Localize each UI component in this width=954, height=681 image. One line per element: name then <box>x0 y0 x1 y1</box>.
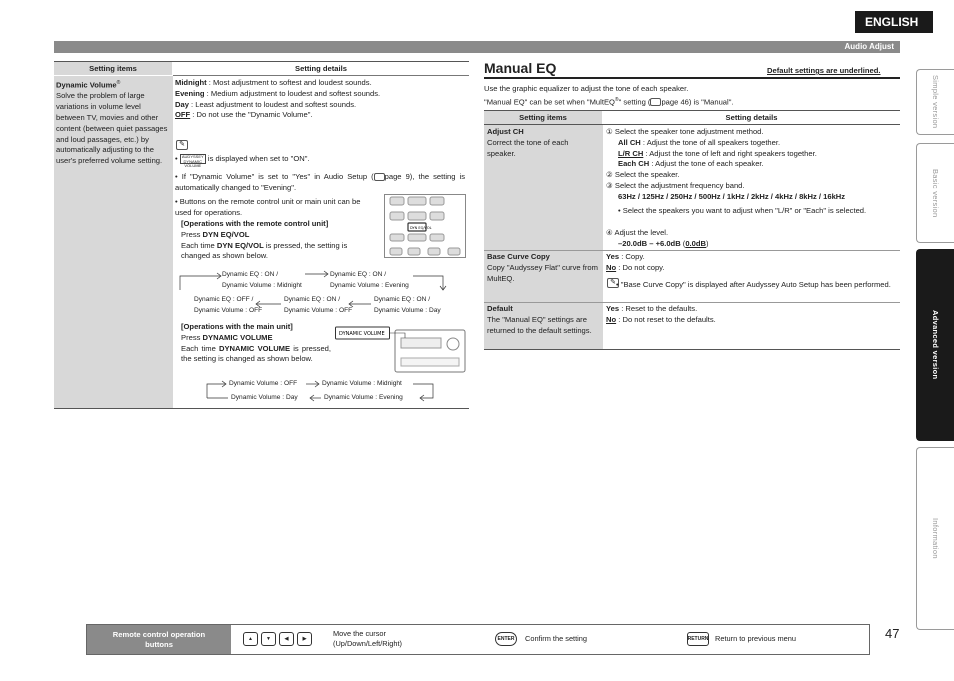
flow1-off-vol: Dynamic Volume : OFF <box>194 307 263 314</box>
section-bar <box>54 41 900 53</box>
main-key-label: DYNAMIC VOLUME <box>202 332 273 342</box>
flow1-day-vol: Dynamic Volume : Day <box>374 307 441 314</box>
setting-details-cell: Midnight : Most adjustment to softest and loudest sounds. Evening : Medium adjustment to loudest and softest sounds. Day : Least adjustment to loudest and softest sounds. OFF : Do not use the "Dynamic Volume". ✎ • AUDYSSEY DYNAMIC VOLUME is displayed when set to "ON". • If "Dynamic Volume" is set to "Yes" in Audio Setup ( page 9), the setting is automatically changed to "Evening". • Buttons on the remote control unit or main unit can be used for operations. [Operations with the remote control unit] Press DYN EQ/VOL Each time DYN EQ/VOL is pressed, the setting is changed as shown below. DYN EQ/VOL Dynamic EQ : ON / Dynamic Volume : Midnight Dynamic EQ : ON / Dynamic Volume : Evening Dynamic EQ : OFF / Dynamic Volume : OFF Dynamic EQ : ON / Dynamic Volume : OFF Dynamic EQ : ON / Dynamic Volume : Day [Operations with the main unit] Press DYNAMIC VOLUME Each time DYNAMIC VOLUME is pressed, the setting is changed as shown below. DYNAMIC VOLUME Dynamic Volume : OFF Dynamic Volume : Midnight Dynamic Volume : Day Dynamic Volume : Evening <box>173 76 469 408</box>
tab-advanced-version[interactable]: Advanced version <box>916 249 954 441</box>
svg-text:DYN EQ/VOL: DYN EQ/VOL <box>410 226 432 230</box>
tab-simple-version[interactable]: Simple version <box>916 69 954 135</box>
main-unit-illustration <box>335 324 467 374</box>
audyssey-logo: AUDYSSEY DYNAMIC VOLUME <box>180 154 206 164</box>
cursor-right-icon: ▶ <box>297 632 312 646</box>
option-midnight-desc: : Most adjustment to softest and loudest sounds. <box>206 78 372 87</box>
base-curve-note: • "Base Curve Copy" is displayed after Audyssey Auto Setup has been performed. <box>616 280 891 289</box>
return-desc: Return to previous menu <box>715 634 796 643</box>
option-evening: Evening <box>175 88 205 98</box>
manual-eq-table <box>484 110 900 350</box>
item-description: Solve the problem of large variations in volume level between TV, movies and other content (between quiet passages and loud passages, etc.) by automatically adjusting to the user's preferred volume setting. <box>56 91 168 166</box>
remote-key-label: DYN EQ/VOL <box>202 229 250 239</box>
note-on-display: is displayed when set to "ON". <box>205 154 310 163</box>
default-cell <box>484 303 603 349</box>
flow1-midnight-vol: Dynamic Volume : Midnight <box>222 282 302 289</box>
default-yes: Yes <box>606 304 620 313</box>
default-details <box>606 304 898 326</box>
registered-mark: ® <box>116 80 121 86</box>
level-range: –20.0dB – +6.0dB <box>618 238 681 248</box>
remote-each-b: is pressed, the setting is changed as shown below. <box>181 240 348 261</box>
base-curve-note-text: "Base Curve Copy" is displayed after Audyssey Auto Setup has been performed. <box>620 280 891 289</box>
base-no: No <box>606 262 617 272</box>
option-off: OFF <box>175 110 191 120</box>
page-ref-icon <box>650 98 661 106</box>
enter-button-icon: ENTER <box>495 632 517 646</box>
item-title: Dynamic Volume <box>56 80 117 90</box>
note-auto-setup-page: page 9), the setting is automatically changed to "Evening". <box>175 172 465 192</box>
option-midnight: Midnight <box>175 78 207 87</box>
main-each-b: is pressed, the setting is changed as shown below. <box>181 343 332 364</box>
note-auto-setup: If "Dynamic Volume" is set to "Yes" in Audio Setup ( <box>181 172 374 181</box>
base-curve-title: Base Curve Copy <box>487 252 550 261</box>
default-title: Default <box>487 304 513 313</box>
move-cursor-text: Move the cursor (Up/Down/Left/Right) <box>333 629 403 648</box>
section-label: Audio Adjust <box>844 42 894 51</box>
remote-buttons-footer <box>86 624 870 655</box>
default-desc: The "Manual EQ" settings are returned to the default settings. <box>487 314 592 335</box>
flow1-arrows <box>173 264 469 322</box>
cursor-left-icon: ◀ <box>279 632 294 646</box>
main-unit-operations-heading: [Operations with the main unit] <box>181 322 293 331</box>
footer-heading: Remote control operation buttons <box>87 625 231 654</box>
cursor-down-icon: ▼ <box>261 632 276 646</box>
flow2-arrows <box>173 374 469 414</box>
option-lr-ch-desc: : Adjust the tone of left and right speakers together. <box>643 148 817 158</box>
flow2-midnight: Dynamic Volume : Midnight <box>322 380 402 387</box>
flow1-midnight-eq: Dynamic EQ : ON / <box>222 271 279 278</box>
title-rule <box>484 77 900 79</box>
col-header-items: Setting items <box>54 62 172 75</box>
option-all-ch: All CH <box>618 137 641 147</box>
adjust-ch-title: Adjust CH <box>487 127 524 136</box>
step4-text: Adjust the level. <box>614 228 669 237</box>
main-press-text: Press <box>181 332 203 342</box>
step3-note-text: Select the speakers you want to adjust when "L/R" or "Each" is selected. <box>622 206 867 215</box>
intro-line2a: "Manual EQ" can be set when "MultEQ <box>484 97 615 107</box>
remote-each-a: Each time <box>181 240 217 250</box>
col-header-details: Setting details <box>173 62 469 76</box>
flow2-off: Dynamic Volume : OFF <box>229 380 298 387</box>
default-yes-desc: : Reset to the defaults. <box>619 304 698 313</box>
intro-line1: Use the graphic equalizer to adjust the tone of each speaker. <box>484 84 689 93</box>
frequency-list: 63Hz / 125Hz / 250Hz / 500Hz / 1kHz / 2kHz / 4kHz / 8kHz / 16kHz <box>618 191 846 201</box>
col-header-items: Setting items <box>484 111 602 124</box>
manual-eq-title: Manual EQ <box>484 60 557 76</box>
base-curve-details <box>606 252 898 274</box>
tab-information[interactable]: Information <box>916 447 954 630</box>
dynamic-volume-table <box>54 61 469 409</box>
option-each-ch-desc: : Adjust the tone of each speaker. <box>649 159 764 169</box>
option-off-desc: : Do not use the "Dynamic Volume". <box>190 110 313 120</box>
page-number: 47 <box>885 626 900 641</box>
option-all-ch-desc: : Adjust the tone of all speakers together. <box>640 137 781 147</box>
flow1-eqon-vol: Dynamic Volume : OFF <box>284 307 353 314</box>
flow1-evening-vol: Dynamic Volume : Evening <box>330 282 409 289</box>
main-each-a: Each time <box>181 343 219 353</box>
adjust-ch-details: ① Select the speaker tone adjustment method. All CH : Adjust the tone of all speakers together. L/R CH : Adjust the tone of left and right speakers together. Each CH : Adjust the tone of each speaker. ② Select the speaker. ③ Select the adjustment frequency band. 63Hz / 125Hz / 250Hz / 500Hz / 1kHz / 2kHz / 4kHz / 8kHz / 16kHz <box>606 127 846 201</box>
base-yes-desc: : Copy. <box>619 252 645 261</box>
note-buttons: Buttons on the remote control unit or main unit can be used for operations. <box>175 197 361 217</box>
intro-line2b: " setting ( <box>618 97 651 107</box>
default-no-desc: : Do not reset to the defaults. <box>616 314 716 324</box>
adjust-ch-cell <box>484 125 603 250</box>
memo-icon: ✎ <box>607 278 619 288</box>
option-evening-desc: : Medium adjustment to loudest and softest sounds. <box>204 88 381 98</box>
tab-basic-version[interactable]: Basic version <box>916 143 954 243</box>
remote-operations-heading: [Operations with the remote control unit] <box>181 219 329 228</box>
remote-control-illustration <box>384 194 466 258</box>
manual-eq-intro: Use the graphic equalizer to adjust the tone of each speaker. "Manual EQ" can be set when "MultEQ®" setting ( page 46) is "Manual". <box>484 84 734 107</box>
base-no-desc: : Do not copy. <box>616 262 665 272</box>
return-button-icon: RETURN <box>687 632 709 646</box>
flow1-eqon-eq: Dynamic EQ : ON / <box>284 296 341 303</box>
step4: ④ Adjust the level. –20.0dB – +6.0dB (0.0dB) <box>606 228 709 248</box>
col-header-details: Setting details <box>603 111 900 124</box>
language-label: ENGLISH <box>855 11 933 33</box>
option-each-ch: Each CH <box>618 159 650 169</box>
remote-key-label-2: DYN EQ/VOL <box>216 240 264 250</box>
page-ref-icon <box>374 173 385 181</box>
enter-desc: Confirm the setting <box>525 634 588 643</box>
level-default: 0.0dB <box>685 238 707 248</box>
flow2-evening: Dynamic Volume : Evening <box>324 394 403 401</box>
option-day: Day <box>175 99 189 109</box>
option-lr-ch: L/R CH <box>618 148 644 158</box>
base-yes: Yes <box>606 252 620 261</box>
base-curve-copy-cell <box>484 251 603 302</box>
default-settings-note: Default settings are underlined. <box>767 66 881 75</box>
step3: Select the adjustment frequency band. <box>614 180 745 190</box>
cursor-up-icon: ▲ <box>243 632 258 646</box>
remote-press-text: Press <box>181 229 203 239</box>
flow1-evening-eq: Dynamic EQ : ON / <box>330 271 387 278</box>
setting-item-cell <box>54 76 173 408</box>
panel-label-text: DYNAMIC VOLUME <box>339 331 385 337</box>
flow1-day-eq: Dynamic EQ : ON / <box>374 296 431 303</box>
step1: Select the speaker tone adjustment method. <box>614 127 764 136</box>
flow1-off-eq: Dynamic EQ : OFF / <box>194 296 254 303</box>
step2: Select the speaker. <box>614 170 680 180</box>
step3-note: • Select the speakers you want to adjust when "L/R" or "Each" is selected. <box>618 206 867 215</box>
main-key-label-2: DYNAMIC VOLUME <box>218 343 291 353</box>
adjust-ch-desc: Correct the tone of each speaker. <box>487 137 569 158</box>
option-day-desc: : Least adjustment to loudest and softest sounds. <box>188 99 357 109</box>
flow2-day: Dynamic Volume : Day <box>231 394 298 401</box>
default-no: No <box>606 314 617 324</box>
intro-line2c: page 46) is "Manual". <box>661 97 734 107</box>
base-curve-desc: Copy "Audyssey Flat" curve from MultEQ. <box>487 262 598 283</box>
memo-icon: ✎ <box>176 140 188 150</box>
